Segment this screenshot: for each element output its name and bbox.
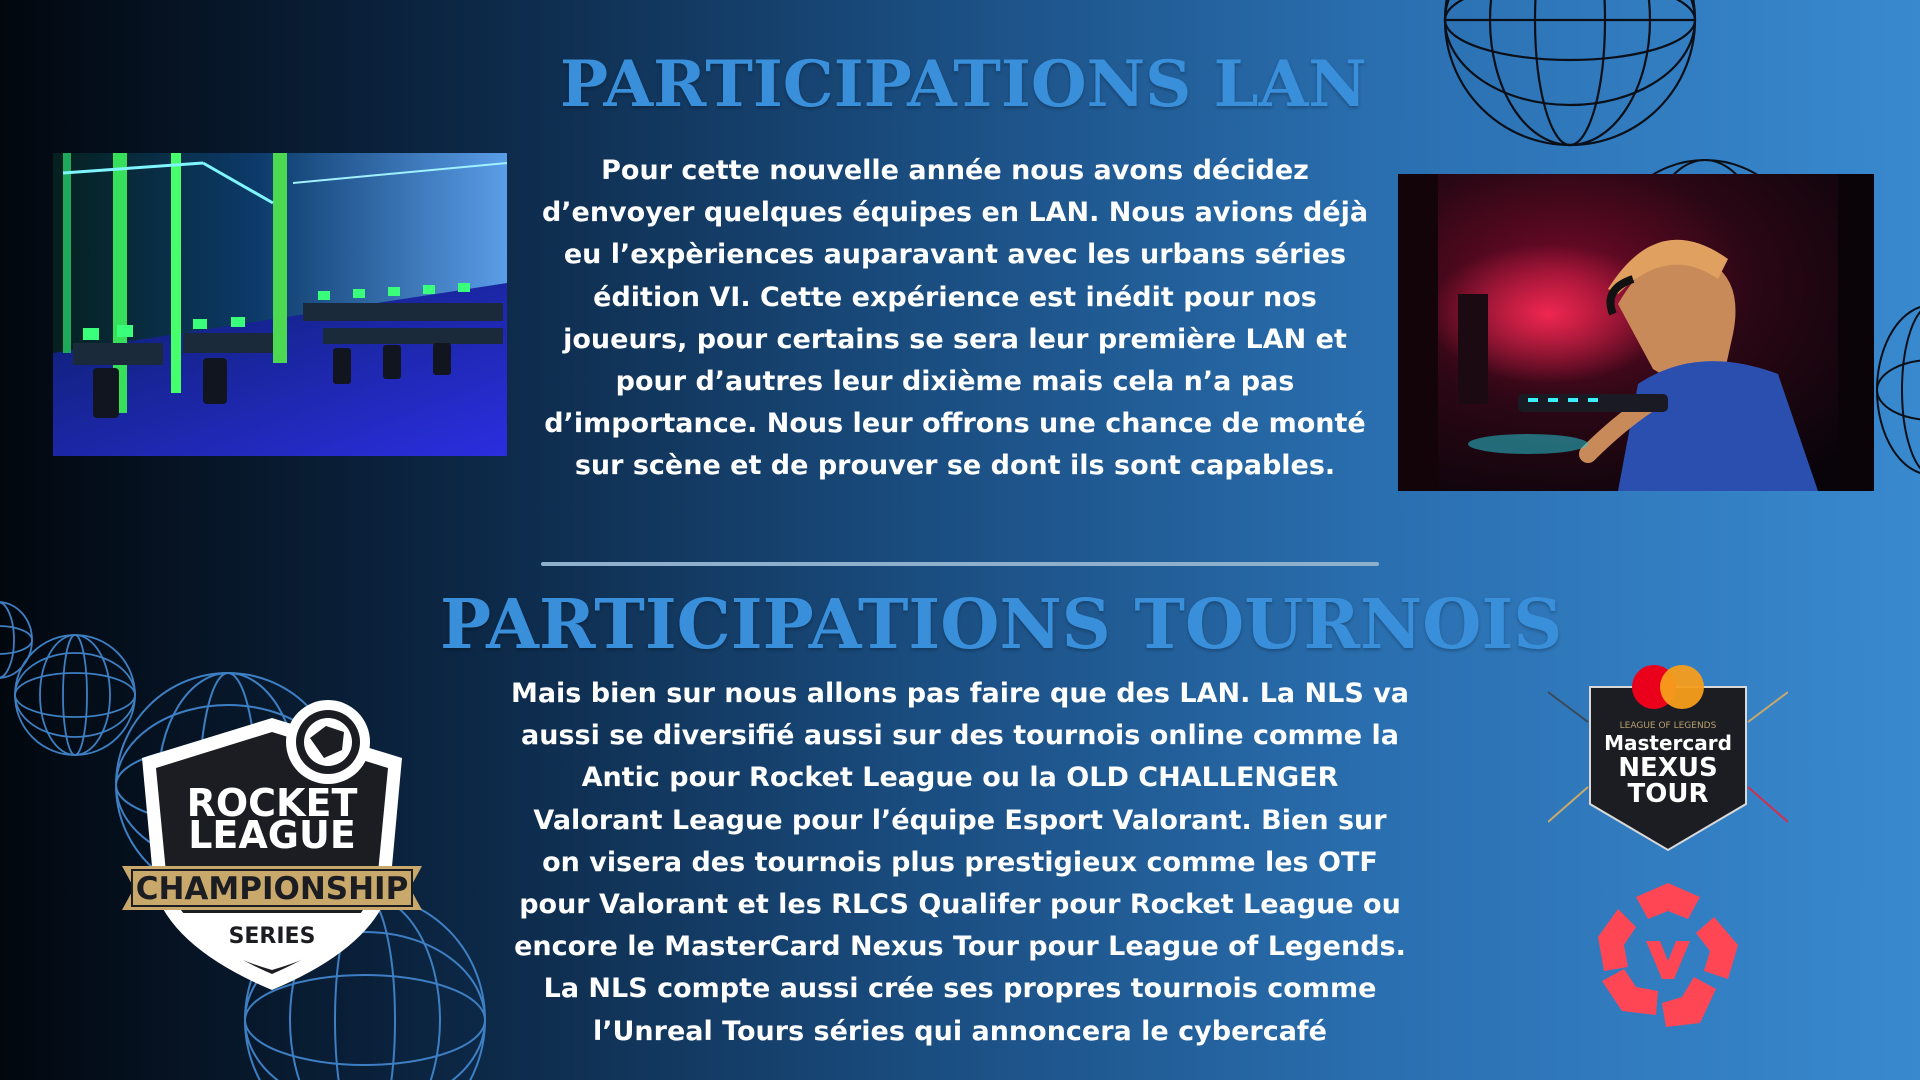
nexus-logo-top: LEAGUE OF LEGENDS xyxy=(1619,721,1717,731)
lan-arena-photo xyxy=(53,153,507,456)
lan-text-line: pour d’autres leur dixième mais cela n’a pas xyxy=(615,366,1295,398)
rlcs-logo xyxy=(122,698,422,998)
rlcs-logo-line1: ROCKET xyxy=(186,781,358,825)
rocket-league-ball-icon xyxy=(286,700,370,784)
lan-text-line: sur scène et de prouver se dont ils sont capables. xyxy=(574,450,1336,482)
lan-text-line: d’envoyer quelques équipes en LAN. Nous avions déjà xyxy=(541,197,1369,229)
rlcs-logo-banner: CHAMPIONSHIP xyxy=(135,871,409,907)
gamer-photo xyxy=(1398,174,1874,491)
nexus-logo-line2: TOUR xyxy=(1627,779,1709,809)
mastercard-nexus-tour-logo xyxy=(1548,662,1788,852)
tournois-text-line: pour Valorant et les RLCS Qualifer pour Rocket League ou xyxy=(519,889,1401,921)
tournois-text-line: encore le MasterCard Nexus Tour pour League of Legends. xyxy=(514,931,1406,963)
tournois-text-line: l’Unreal Tours séries qui annoncera le cybercafé xyxy=(593,1015,1327,1047)
tournois-text-line: aussi se diversifié aussi sur des tournois online comme la xyxy=(521,720,1399,752)
tournois-description xyxy=(500,673,1420,1053)
tournois-text-line: on visera des tournois plus prestigieux comme les OTF xyxy=(542,846,1378,878)
lan-text-line: édition VI. Cette expérience est inédit pour nos xyxy=(593,281,1317,313)
rlcs-logo-line2: LEAGUE xyxy=(188,813,356,857)
nexus-logo-line1: NEXUS xyxy=(1618,753,1718,783)
tournois-text-line: La NLS compte aussi crée ses propres tournois comme xyxy=(543,973,1377,1005)
valorant-champions-tour-icon xyxy=(1588,875,1748,1035)
section-divider xyxy=(541,562,1379,566)
nexus-logo-brand: Mastercard xyxy=(1604,731,1732,755)
rlcs-logo-bottom: SERIES xyxy=(228,924,316,949)
lan-text-line: eu l’expèriences auparavant avec les urbans séries xyxy=(563,239,1347,271)
lan-text-line: joueurs, pour certains se sera leur première LAN et xyxy=(563,323,1347,355)
globe-decoration-right-edge xyxy=(1872,300,1920,480)
tournois-text-line: Mais bien sur nous allons pas faire que des LAN. La NLS va xyxy=(510,678,1410,709)
tournois-section-title: PARTICIPATIONS TOURNOIS xyxy=(440,585,1563,665)
tournois-text-line: Antic pour Rocket League ou la OLD CHALLENGER xyxy=(581,762,1339,794)
lan-text-line: Pour cette nouvelle année nous avons décidez xyxy=(601,155,1309,186)
lan-description xyxy=(520,150,1390,488)
lan-text-line: d’importance. Nous leur offrons une chance de monté xyxy=(544,408,1366,440)
globe-decoration-top xyxy=(1435,0,1705,160)
lan-section-title: PARTICIPATIONS LAN xyxy=(560,47,1367,122)
tournois-text-line: Valorant League pour l’équipe Esport Valorant. Bien sur xyxy=(533,804,1387,836)
